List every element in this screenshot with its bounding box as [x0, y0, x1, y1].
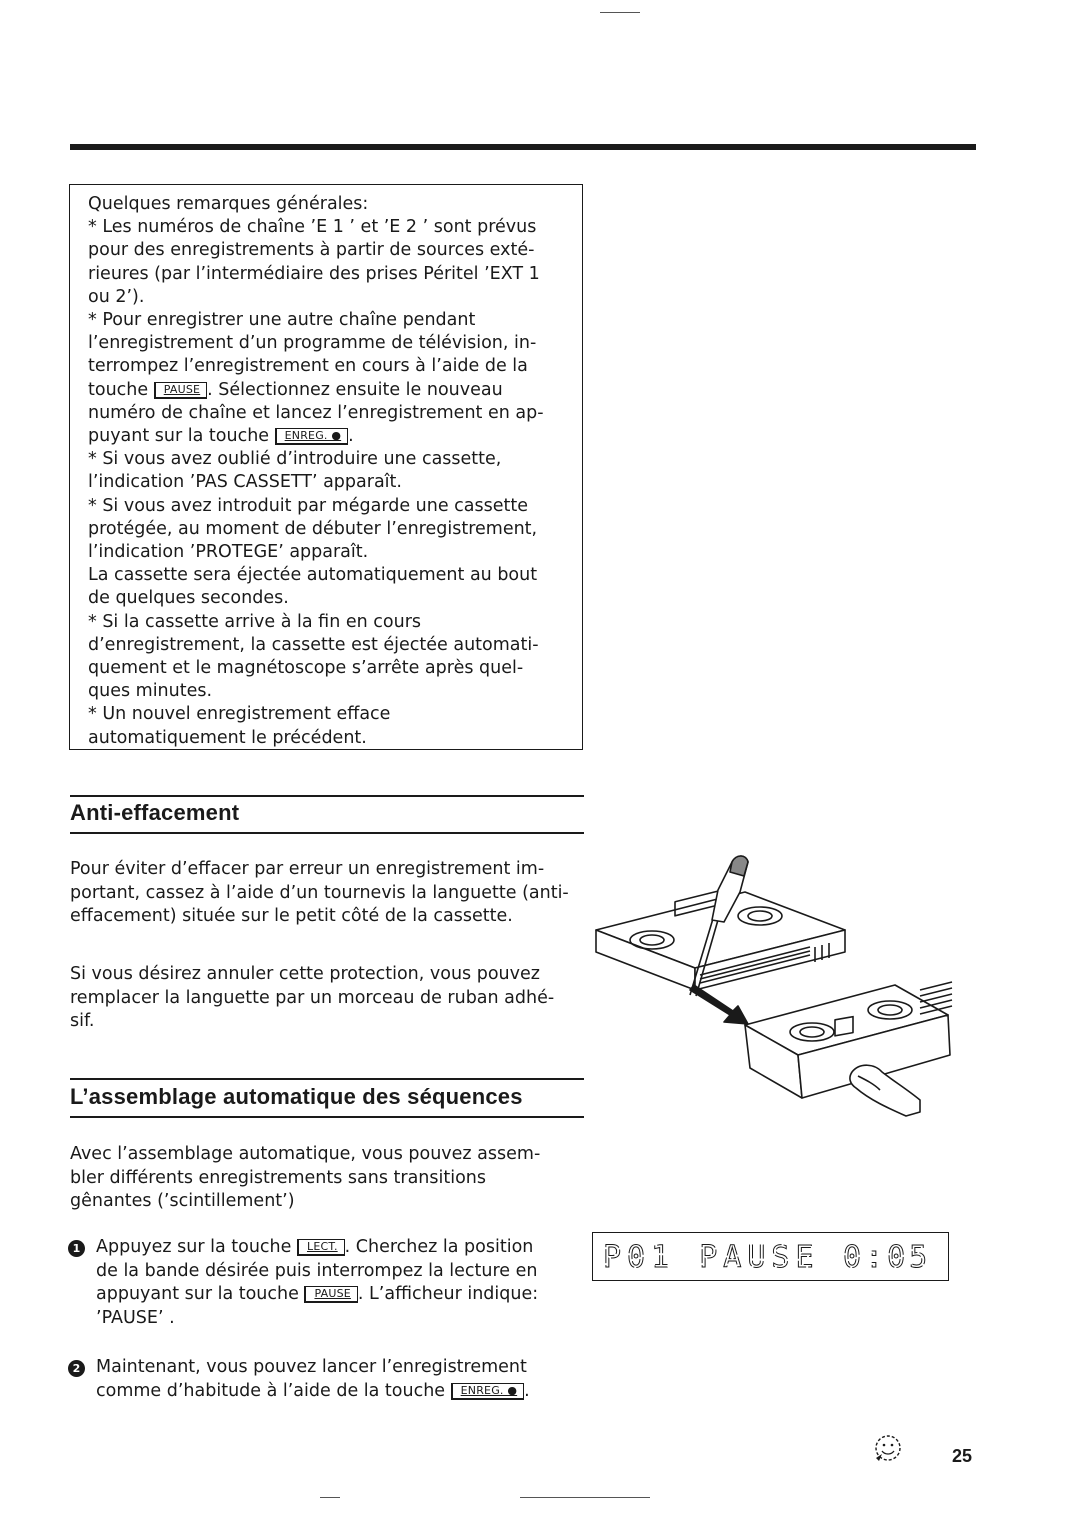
note-line: * Un nouvel enregistrement efface: [88, 704, 391, 725]
scan-speck: [520, 1497, 650, 1498]
para-line: gênantes (’scintillement’): [70, 1191, 295, 1211]
note-line: numéro de chaîne et lancez l’enregistrement en ap-: [88, 402, 544, 423]
lcd-left-text: P01 PAUSE: [603, 1240, 820, 1275]
note-text: puyant sur la touche: [88, 426, 270, 447]
note-line: pour des enregistrements à partir de sources exté-: [88, 240, 535, 261]
lcd-right-text: 0:05: [843, 1240, 932, 1275]
note-line: l’indication ’PAS CASSETT’ apparaît.: [88, 472, 402, 493]
enreg-key-label: ENREG. ●: [275, 428, 349, 445]
note-text: . Sélectionnez ensuite le nouveau: [207, 379, 503, 400]
step-number-badge: 2: [68, 1360, 85, 1377]
para-line: sif.: [70, 1011, 95, 1031]
step-line: [96, 1380, 586, 1404]
lcd-segment-art: [593, 1233, 947, 1279]
section-title-anti-effacement: Anti-effacement: [70, 800, 240, 825]
note-line: protégée, au moment de débuter l’enregistrement,: [88, 518, 538, 539]
top-rule: [70, 144, 976, 150]
step-line: [96, 1283, 586, 1307]
para-line: Si vous désirez annuler cette protection, vous pouvez: [70, 964, 540, 984]
note-line: * Si vous avez introduit par mégarde une cassette: [88, 495, 529, 516]
section-rule-bottom: [70, 832, 584, 834]
note-line: quement et le magnétoscope s’arrête après quel-: [88, 658, 524, 679]
general-remarks-box: [69, 184, 583, 750]
step-text: comme d’habitude à l’aide de la touche: [96, 1380, 446, 1401]
screwdriver-cassette-illustration: [590, 850, 960, 1130]
step-2: [72, 1356, 586, 1403]
anti-paragraph-2: [70, 963, 590, 1034]
step-line: ’PAUSE’ .: [96, 1307, 175, 1328]
page-number: 25: [952, 1446, 973, 1466]
para-line: Pour éviter d’effacer par erreur un enregistrement im-: [70, 859, 545, 879]
note-line: * Pour enregistrer une autre chaîne pendant: [88, 310, 476, 331]
note-line: d’enregistrement, la cassette est éjectée automati-: [88, 634, 539, 655]
para-line: bler différents enregistrements sans transitions: [70, 1167, 487, 1188]
para-line: Avec l’assemblage automatique, vous pouvez assem-: [70, 1144, 541, 1164]
step-text: appuyant sur la touche: [96, 1284, 299, 1304]
pause-key-label: PAUSE: [154, 382, 207, 399]
note-line: automatiquement le précédent.: [88, 727, 367, 748]
note-line: de quelques secondes.: [88, 588, 289, 609]
note-line: rieures (par l’intermédiaire des prises Péritel ’EXT 1: [88, 263, 540, 284]
section-rule-bottom: [70, 1116, 584, 1118]
note-line: * Si vous avez oublié d’introduire une cassette,: [88, 449, 502, 470]
pause-key-label: PAUSE: [304, 1286, 357, 1303]
step-line: de la bande désirée puis interrompez la lecture en: [96, 1260, 538, 1281]
assemblage-intro: [70, 1143, 590, 1214]
step-1: [72, 1236, 586, 1330]
para-line: remplacer la languette par un morceau de ruban adhé-: [70, 987, 555, 1008]
note-text: .: [348, 426, 354, 447]
note-line: Quelques remarques générales:: [88, 194, 369, 214]
enreg-key-label: ENREG. ●: [451, 1383, 525, 1400]
step-text: Appuyez sur la touche: [96, 1237, 292, 1257]
note-line: terrompez l’enregistrement en cours à l’aide de la: [88, 356, 528, 377]
scan-speck: [600, 12, 640, 13]
section-rule-top: [70, 1078, 584, 1080]
section-title-assemblage: L’assemblage automatique des séquences: [70, 1084, 523, 1109]
note-line: ques minutes.: [88, 681, 213, 702]
note-line: * Les numéros de chaîne ’E 1 ’ et ’E 2 ’ sont prévus: [88, 217, 537, 238]
scan-speck: [320, 1497, 340, 1498]
lect-key-label: LECT.: [297, 1239, 345, 1256]
note-text: touche: [88, 379, 149, 400]
para-line: portant, cassez à l’aide d’un tournevis la languette (anti-: [70, 882, 569, 903]
note-line: l’enregistrement d’un programme de télévision, in-: [88, 333, 537, 354]
step-text: . Cherchez la position: [344, 1237, 534, 1257]
note-line: La cassette sera éjectée automatiquement au bout: [88, 565, 538, 586]
step-line: [96, 1236, 586, 1260]
note-line: [88, 379, 568, 402]
note-line: l’indication ’PROTEGE’ apparaît.: [88, 542, 369, 563]
step-line: Maintenant, vous pouvez lancer l’enregistrement: [96, 1357, 527, 1377]
step-text: . L’afficheur indique:: [357, 1284, 539, 1304]
note-line: ou 2’).: [88, 286, 145, 307]
step-number-badge: 1: [68, 1240, 85, 1257]
anti-paragraph-1: [70, 858, 590, 929]
smiley-icon: [870, 1430, 906, 1466]
step-text: .: [524, 1380, 530, 1401]
section-rule-top: [70, 795, 584, 797]
note-line: [88, 425, 568, 448]
note-line: * Si la cassette arrive à la fin en cours: [88, 611, 422, 632]
display-readout: [592, 1232, 949, 1281]
para-line: effacement) située sur le petit côté de la cassette.: [70, 906, 513, 926]
